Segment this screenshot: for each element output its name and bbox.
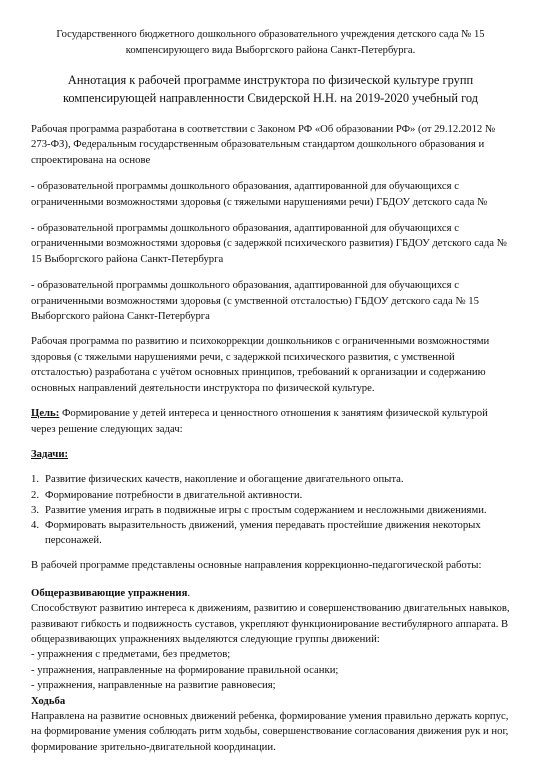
- directions-intro: В рабочей программе представлены основные направления коррекционно-педагогической работы:: [31, 559, 482, 572]
- header-line-2: компенсирующего вида Выборгского района Санкт-Петербурга.: [125, 44, 416, 56]
- exercise-group-2: - упражнения, направленные на формирование правильной осанки;: [31, 663, 339, 676]
- section-title-text: Общеразвивающие упражнения: [31, 586, 188, 599]
- list-item-text: Формирование потребности в двигательной активности.: [45, 488, 303, 501]
- walking-text: Направлена на развитие основных движений ребенка, формирование умения правильно держать корпус, на формирование умения соблюдать ритм ходьбы, совершенствование согласования движения рук и ног, формирование зрительно-двигательной координации.: [31, 709, 509, 753]
- institution-header: [31, 0, 510, 58]
- basis-item-1: - образовательной программы дошкольного образования, адаптированной для обучающихся с ограниченными возможностями здоровья (с тяжелыми нарушениями речи) ГБДОУ детского сада №: [31, 180, 488, 208]
- exercise-group-1: - упражнения с предметами, без предметов;: [31, 648, 231, 661]
- goal-paragraph: [31, 406, 510, 437]
- list-item-number: 4.: [31, 518, 40, 531]
- goal-text: Формирование у детей интереса и ценностного отношения к занятиям физической культурой через решение следующих задач:: [31, 407, 488, 435]
- list-item-number: 2.: [31, 488, 40, 501]
- goal-label: Цель:: [31, 407, 60, 420]
- list-item-text: Формировать выразительность движений, умения передавать простейшие движения некоторых персонажей.: [45, 518, 481, 547]
- list-item-number: 1.: [31, 473, 40, 486]
- basis-item-2: - образовательной программы дошкольного образования, адаптированной для обучающихся с ограниченными возможностями здоровья (с задержкой психического развития) ГБДОУ детского сада № 15 Выборгского района Санкт-Петербурга: [31, 222, 507, 265]
- tasks-list: [31, 472, 510, 548]
- general-exercises-text: Способствуют развитию интереса к движениям, развитию и совершенствованию двигательных навыков, развивают гибкость и подвижность суставов, укрепляют функционирование вестибулярного аппарата. В общеразвивающих упражнениях выделяются следующие группы движений:: [31, 602, 510, 645]
- list-item: [31, 518, 510, 548]
- list-item: [31, 503, 510, 518]
- section-title-period: .: [187, 586, 191, 599]
- section-title-walking: Ходьба: [31, 694, 66, 707]
- tasks-heading: Задачи:: [31, 447, 69, 460]
- list-item-number: 3.: [31, 503, 40, 516]
- document-title: [31, 72, 510, 107]
- list-item-text: Развитие физических качеств, накопление и обогащение двигательного опыта.: [45, 473, 404, 486]
- title-line-2: компенсирующей направленности Свидерской Н.Н. на 2019-2020 учебный год: [63, 90, 478, 105]
- basis-item-3: - образовательной программы дошкольного образования, адаптированной для обучающихся с ограниченными возможностями здоровья (с умственной отсталостью) ГБДОУ детского сада № 15 Выборгского района Санкт-Петербурга: [31, 279, 479, 323]
- purpose-paragraph: Рабочая программа по развитию и психокоррекции дошкольников с ограниченными возможностями здоровья (с тяжелыми нарушениями речи, с задержкой психического развития, с умственной отсталостью) разработана с учётом основных принципов, требований к организации и содержанию основных направлений деятельности инструктора по физической культуре.: [31, 335, 490, 394]
- exercise-group-3: - упражнения, направленные на развитие равновесия;: [31, 679, 276, 692]
- section-title-general-exercises: [31, 586, 510, 601]
- title-line-1: Аннотация к рабочей программе инструктора по физической культуре групп: [67, 73, 474, 87]
- header-line-1: Государственного бюджетного дошкольного образовательного учреждения детского сада № 15: [56, 29, 485, 40]
- list-item-text: Развитие умения играть в подвижные игры с простым содержанием и несложными движениями.: [45, 503, 487, 516]
- list-item: [31, 488, 510, 503]
- intro-paragraph: Рабочая программа разработана в соответствии с Законом РФ «Об образовании РФ» (от 29.12.2012 № 273-ФЗ), Федеральным государственным образовательным стандартом дошкольного образования и спроектирована на основе: [31, 123, 496, 166]
- list-item: [31, 472, 510, 487]
